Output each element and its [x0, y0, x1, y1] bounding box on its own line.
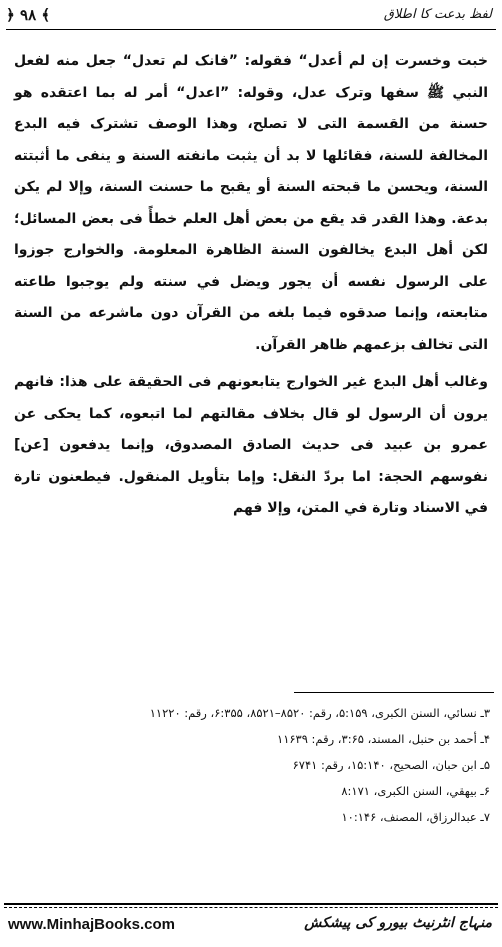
- footer-dashed-rule: [4, 907, 498, 908]
- footnote-7: ۷ـ عبدالرزاق، المصنف، ۱۰:۱۴۶: [341, 810, 490, 824]
- page-header: [0, 0, 502, 40]
- header-rule: [6, 29, 496, 30]
- footnote-4: ۴ـ أحمد بن حنبل، المسند، ۳:۶۵، رقم: ۱۱۶۳۹: [277, 732, 490, 746]
- footnote-separator: [294, 692, 494, 693]
- publisher-credit: منہاج انٹرنیٹ بیورو کی پیشکش: [304, 915, 492, 931]
- website-link[interactable]: www.MinhajBooks.com: [8, 916, 175, 933]
- paragraph-1: خبت وخسرت إن لم أعدل“ فقوله: ”فانک لم تعدل“ جعل منه لفعل النبي ﷺ سفها وترک عدل، وقوله: ”اعدل“ أمر له بما اعتقده هو حسنة من القسمة التی لا تصلح، وهذا الوصف تشترک فيه البدع المخالفة للسنة، فقائلها لا بد أن يثبت مانفته السنة و ينفی ما أثبتته السنة، ويحسن ما قبحته السنة أو يقبح ما حسنت السنة، وإلا لم يکن بدعة. وهذا القدر قد يقع من بعض أهل العلم خطأً فی بعض المسائل؛ لکن أهل البدع يخالفون السنة الظاهرة المعلومة. والخوارج جوزوا علی الرسول نفسه أن يجور ويضل في سنته ولم يوجبوا طاعته متابعته، وإنما صدقوه فيما بلغه من القرآن دون ماشرعه من السنة التی تخالف بزعمهم ظاهر القرآن.: [14, 53, 488, 353]
- footnote-5: ۵ـ ابن حبان، الصحيح، ۱۵:۱۴۰، رقم: ۶۷۴۱: [292, 758, 490, 772]
- footnotes: [12, 700, 490, 830]
- footnote-6: ۶ـ بيهقي، السنن الکبری، ۸:۱۷۱: [341, 784, 490, 798]
- paragraph-2: وغالب أهل البدع غير الخوارج يتابعونهم فی الحقيقة علی هذا: فانهم يرون أن الرسول لو قال بخلاف مقالتهم لما اتبعوه، کما يحکی عن عمرو بن عبيد فی حديث الصادق المصدوق، وإنما يدفعون [عن] نفوسهم الحجة: اما بردّ النقل: وإما بتأويل المنقول. فيطعنون تارة في الاسناد وتارة في المتن، وإلا فهم: [14, 374, 488, 516]
- page-number: ﴿ ۹۸ ﴾: [6, 6, 51, 24]
- footer-rule: [4, 903, 498, 905]
- footnote-3: ۳ـ نسائي، السنن الکبری، ۵:۱۵۹، رقم: ۸۵۲۰–۸۵۲۱، ۶:۳۵۵، رقم: ۱۱۲۲۰: [149, 706, 490, 720]
- running-title: لفظ بدعت کا اطلاق: [383, 7, 492, 22]
- main-text: [14, 46, 488, 529]
